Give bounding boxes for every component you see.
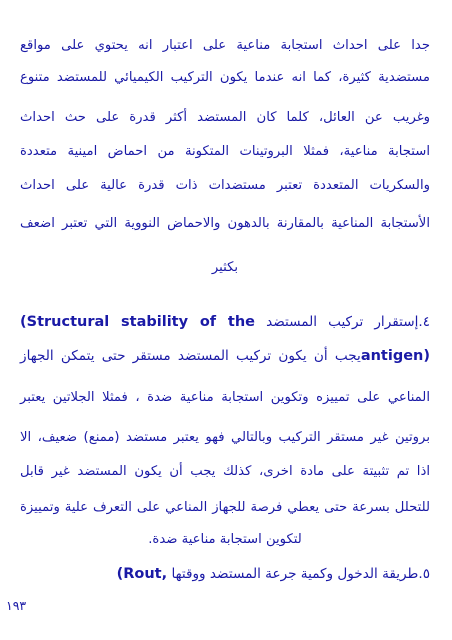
paragraph-line-1: جدا على احداث استجابة مناعية على اعتبار انه يحتوي على مواقع <box>20 38 430 53</box>
section-4-line-2 <box>20 346 430 366</box>
paragraph-line-2: مستضدية كثيرة، كما انه عندما يكون التركيب الكيميائي للمستضد متنوع <box>20 70 430 85</box>
paragraph-line-7: بكثير <box>211 260 239 275</box>
section-4-line-2-arabic: يجب أن يكون تركيب المستضد مستقر حتى يتمكن الجهاز <box>20 348 361 364</box>
section-4-line-7: لتكوين استجابة مناعية ضدة. <box>148 532 302 547</box>
paragraph-line-5: والسكريات المتعددة تعتبر مستضدات ذات قدرة عالية على احداث <box>20 178 430 193</box>
section-4-line-2-english: antigen) <box>360 348 430 364</box>
page-number: ١٩٣ <box>6 598 27 613</box>
section-4-line-3: المناعي على تمييزه وتكوين استجابة مناعية ضدة ، فمثلا الجلاتين يعتبر <box>20 390 430 405</box>
section-4-line-6: للتحلل بسرعة حتى يعطي فرصة للجهاز المناعي على التعرف علية وتمييزة <box>20 500 430 515</box>
section-5-heading <box>20 564 430 584</box>
section-4-line-4: بروتين غير مستقر التركيب وبالتالي فهو يعتبر مستضد (ممنع) ضعيف، الا <box>20 430 430 445</box>
section-5-heading-english: (Rout, <box>116 566 168 582</box>
section-4-heading <box>20 312 430 332</box>
section-5-heading-prefix: ٥.طريقة الدخول وكمية جرعة المستضد ووقتها <box>171 566 430 582</box>
paragraph-line-3: وغريب عن العائل، كلما كان المستضد أكثر قدرة على حث احداث <box>20 110 430 125</box>
section-4-heading-prefix: ٤.إستقرار تركيب المستضد <box>266 314 430 330</box>
section-4-line-5: اذا تم تثبيتة على مادة اخرى، كذلك يجب أن يكون المستضد غير قابل <box>20 464 430 479</box>
section-4-heading-english: (Structural stability of the <box>20 314 256 330</box>
paragraph-line-4: استجابة مناعية، فمثلا البروتينات المتكونة من احماض امينية متعددة <box>20 144 430 159</box>
paragraph-line-6: الأستجابة المناعية بالمقارنة بالدهون والاحماض النووية التي تعتبر اضعف <box>20 216 430 231</box>
